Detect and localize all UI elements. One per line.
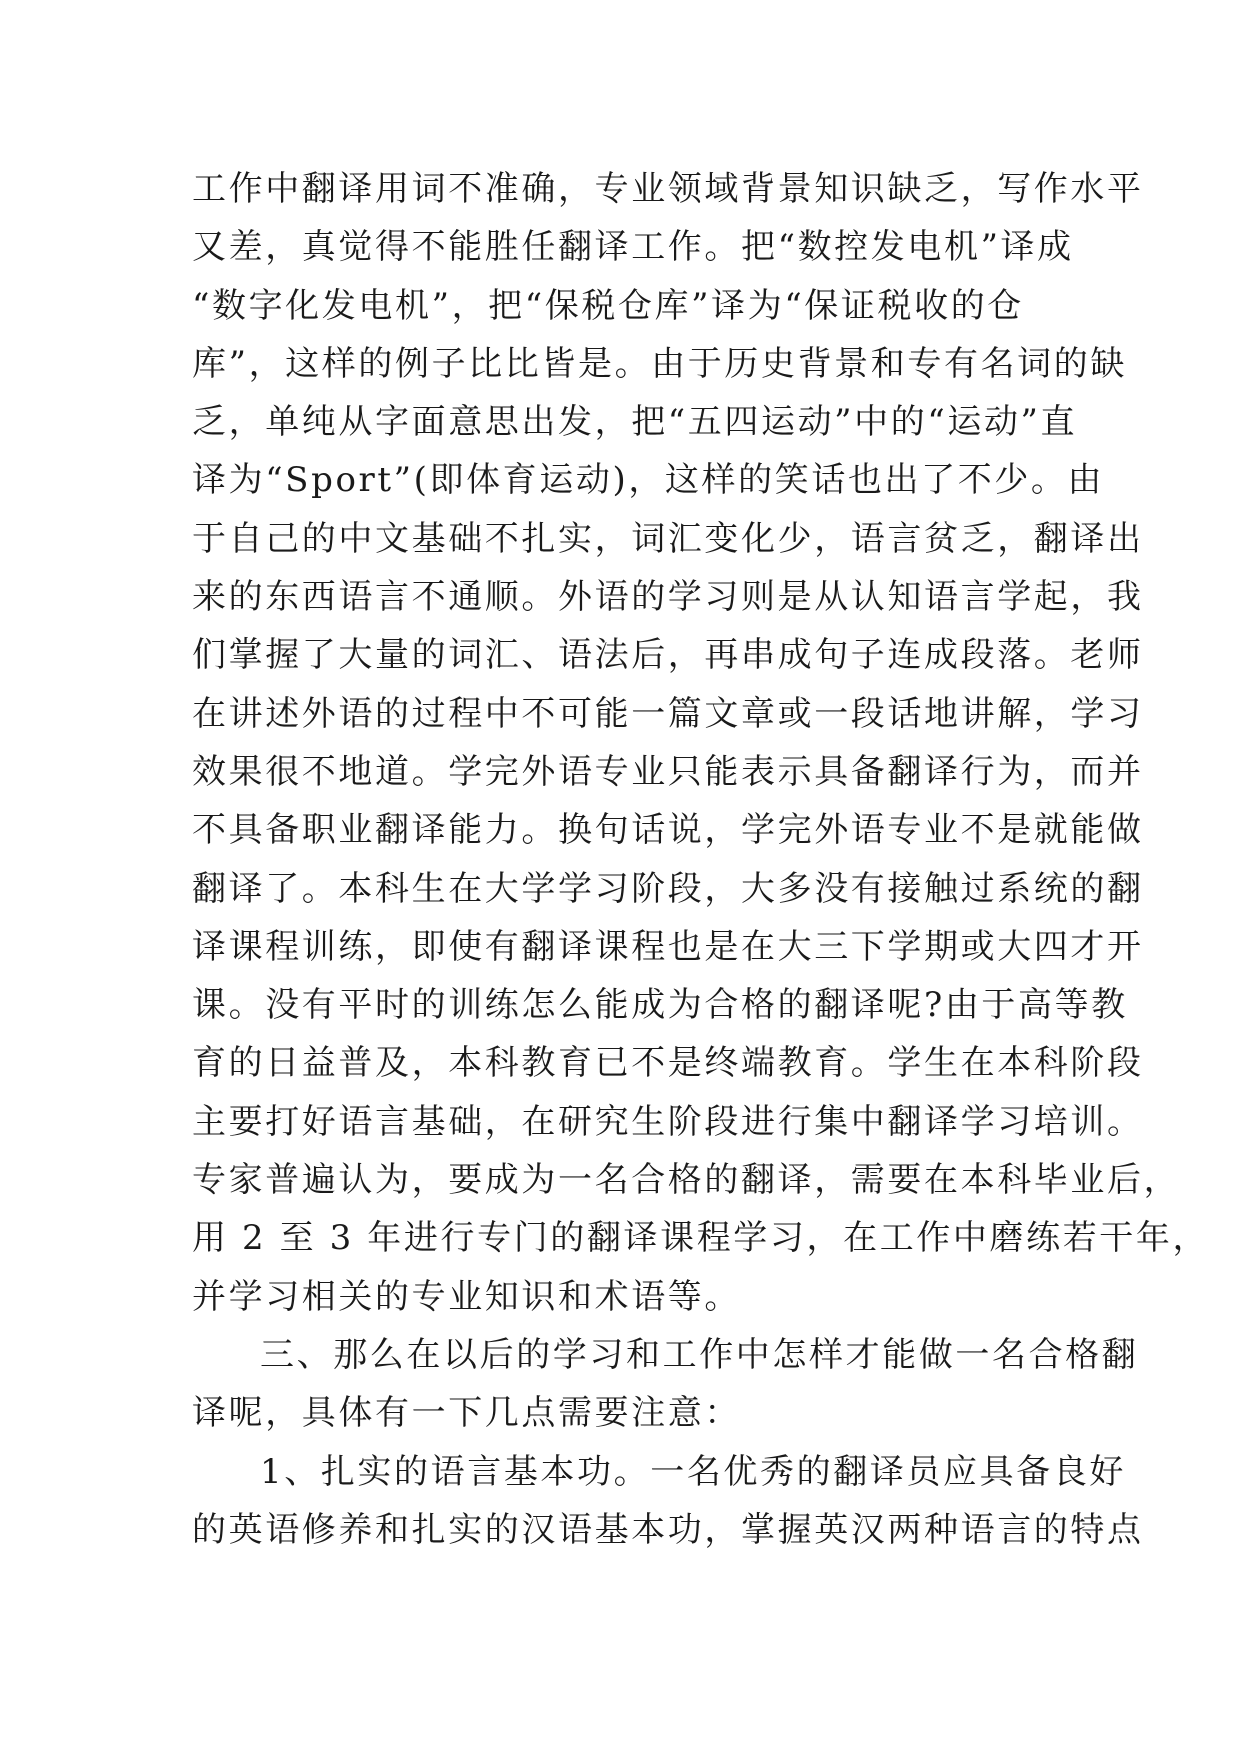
text-line: 们掌握了大量的词汇、语法后，再串成句子连成段落。老师 — [192, 635, 1144, 676]
text-line: 乏，单纯从字面意思出发，把“五四运动”中的“运动”直 — [192, 402, 1078, 443]
text-line: 于自己的中文基础不扎实，词汇变化少，语言贫乏，翻译出 — [192, 518, 1144, 559]
text-line: 效果很不地道。学完外语专业只能表示具备翻译行为，而并 — [192, 751, 1144, 792]
text-line: 译呢，具体有一下几点需要注意： — [192, 1393, 741, 1434]
text-line: 主要打好语言基础，在研究生阶段进行集中翻译学习培训。 — [192, 1101, 1144, 1142]
text-line: “数字化发电机”，把“保税仓库”译为“保证税收的仓 — [192, 285, 1024, 326]
section-heading-line: 三、那么在以后的学习和工作中怎样才能做一名合格翻 — [260, 1334, 1139, 1375]
text-line: 用 2 至 3 年进行专门的翻译课程学习，在工作中磨练若干年， — [192, 1218, 1210, 1259]
text-line: 又差，真觉得不能胜任翻译工作。把“数控发电机”译成 — [192, 227, 1074, 268]
text-line: 译课程训练，即使有翻译课程也是在大三下学期或大四才开 — [192, 926, 1144, 967]
text-line: 并学习相关的专业知识和术语等。 — [192, 1276, 741, 1317]
text-line: 来的东西语言不通顺。外语的学习则是从认知语言学起，我 — [192, 577, 1144, 618]
text-line: 育的日益普及，本科教育已不是终端教育。学生在本科阶段 — [192, 1043, 1144, 1084]
text-line: 在讲述外语的过程中不可能一篇文章或一段话地讲解，学习 — [192, 693, 1144, 734]
list-item-line: 1、扎实的语言基本功。一名优秀的翻译员应具备良好 — [260, 1451, 1127, 1492]
text-line: 的英语修养和扎实的汉语基本功，掌握英汉两种语言的特点 — [192, 1509, 1144, 1550]
text-line: 专家普遍认为，要成为一名合格的翻译，需要在本科毕业后， — [192, 1160, 1181, 1201]
text-line: 工作中翻译用词不准确，专业领域背景知识缺乏，写作水平 — [192, 169, 1144, 209]
body-text — [192, 160, 1210, 1559]
text-line: 课。没有平时的训练怎么能成为合格的翻译呢?由于高等教 — [192, 985, 1128, 1026]
text-line: 译为“Sport”(即体育运动)，这样的笑话也出了不少。由 — [192, 460, 1105, 501]
text-line: 翻译了。本科生在大学学习阶段，大多没有接触过系统的翻 — [192, 868, 1144, 909]
text-line: 库”，这样的例子比比皆是。由于历史背景和专有名词的缺 — [192, 343, 1127, 384]
text-line: 不具备职业翻译能力。换句话说，学完外语专业不是就能做 — [192, 810, 1144, 851]
